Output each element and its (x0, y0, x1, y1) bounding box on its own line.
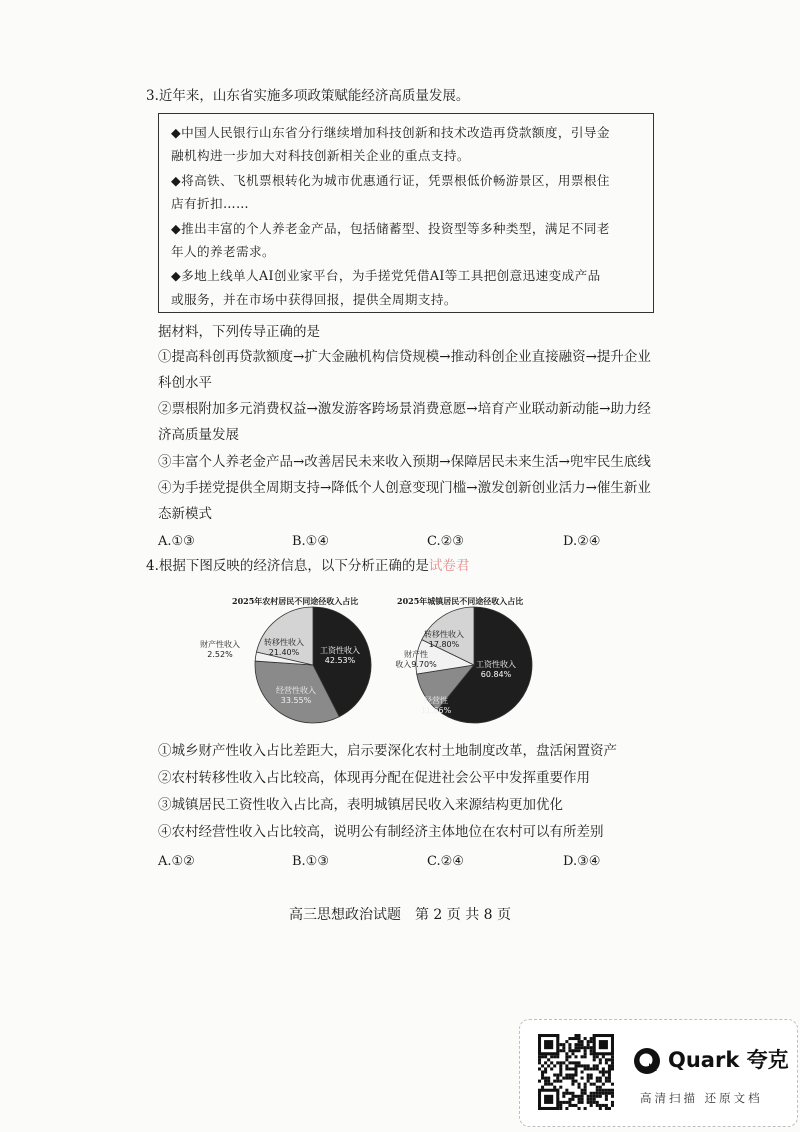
q3-prompt: 据材料，下列传导正确的是 (158, 324, 320, 340)
q3-item: 济高质量发展 (158, 427, 239, 443)
q3-item: 态新模式 (158, 506, 212, 522)
q3-material-box (158, 113, 654, 313)
q3-item: ③丰富个人养老金产品→改善居民未来收入预期→保障居民未来生活→兜牢民生底线 (158, 454, 651, 470)
material-line: 融机构进一步加大对科技创新相关企业的重点支持。 (171, 148, 470, 163)
rural-chart-title: 2025年农村居民不同途径收入占比 (232, 596, 359, 606)
q3-item: 科创水平 (158, 375, 212, 391)
q4-item: ③城镇居民工资性收入占比高，表明城镇居民收入来源结构更加优化 (158, 797, 563, 813)
urban-pie-data-label: 财产性收入9.70% (395, 650, 437, 669)
q4-option-d[interactable]: D.③④ (563, 854, 601, 869)
urban-pie-data-label: 工资性收入 60.84% (476, 660, 516, 679)
watermark-text: 试卷君 (428, 558, 470, 574)
q3-option-c[interactable]: C.②③ (427, 534, 464, 549)
q3-option-d[interactable]: D.②④ (563, 534, 601, 549)
q4-stem: 4.根据下图反映的经济信息，以下分析正确的是 (146, 558, 429, 574)
quark-brand-name: Quark 夸克 (668, 1048, 789, 1072)
material-line: ◆推出丰富的个人养老金产品，包括储蓄型、投资型等多种类型，满足不同老 (171, 221, 610, 236)
q3-item: ④为手搓党提供全周期支持→降低个人创意变现门槛→激发创新创业活力→催生新业 (158, 480, 651, 496)
q4-stem-row (146, 556, 469, 576)
page-footer: 高三思想政治试题 第 2 页 共 8 页 (288, 907, 512, 923)
rural-pie-data-label: 转移性收入 21.40% (264, 638, 304, 657)
q3-option-b[interactable]: B.①④ (292, 534, 329, 549)
urban-chart-title: 2025年城镇居民不同途径收入占比 (397, 596, 524, 606)
urban-pie-data-label: 经营性 11.66% (420, 696, 452, 715)
q4-option-c[interactable]: C.②④ (427, 854, 464, 869)
material-line: 店有折扣…… (171, 196, 249, 211)
qr-code-icon[interactable] (538, 1034, 614, 1110)
quark-scan-badge[interactable] (519, 1019, 798, 1127)
q4-option-a[interactable]: A.①② (158, 854, 195, 869)
urban-income-pie-chart (390, 603, 540, 728)
quark-tagline: 高清扫描 还原文档 (640, 1091, 763, 1105)
material-line: 或服务，并在市场中获得回报，提供全周期支持。 (171, 292, 457, 307)
q4-option-b[interactable]: B.①③ (292, 854, 329, 869)
rural-pie-data-label: 经营性收入 33.55% (276, 686, 316, 705)
q3-item: ①提高科创再贷款额度→扩大金融机构信贷规模→推动科创企业直接融资→提升企业 (158, 349, 651, 365)
material-line: ◆中国人民银行山东省分行继续增加科技创新和技术改造再贷款额度，引导金 (171, 125, 610, 140)
q3-stem: 3.近年来，山东省实施多项政策赋能经济高质量发展。 (146, 88, 470, 104)
quark-logo-icon (632, 1046, 662, 1076)
material-line: ◆将高铁、飞机票根转化为城市优惠通行证，凭票根低价畅游景区，用票根住 (171, 173, 610, 188)
q4-item: ④农村经营性收入占比较高，说明公有制经济主体地位在农村可以有所差别 (158, 824, 604, 840)
q4-item: ①城乡财产性收入占比差距大，启示要深化农村土地制度改革，盘活闲置资产 (158, 743, 617, 759)
rural-pie-data-label: 工资性收入 42.53% (320, 646, 360, 665)
rural-income-pie-chart (190, 603, 380, 728)
q3-option-a[interactable]: A.①③ (158, 534, 195, 549)
material-line: 年人的养老需求。 (171, 244, 275, 259)
urban-pie-data-label: 转移性收入 17.80% (424, 630, 464, 649)
material-line: ◆多地上线单人AI创业家平台，为手搓党凭借AI等工具把创意迅速变成产品 (171, 268, 601, 283)
q3-item: ②票根附加多元消费权益→激发游客跨场景消费意愿→培育产业联动新动能→助力经 (158, 401, 651, 417)
rural-pie-data-label: 财产性收入 2.52% (200, 640, 240, 659)
q4-item: ②农村转移性收入占比较高，体现再分配在促进社会公平中发挥重要作用 (158, 770, 590, 786)
